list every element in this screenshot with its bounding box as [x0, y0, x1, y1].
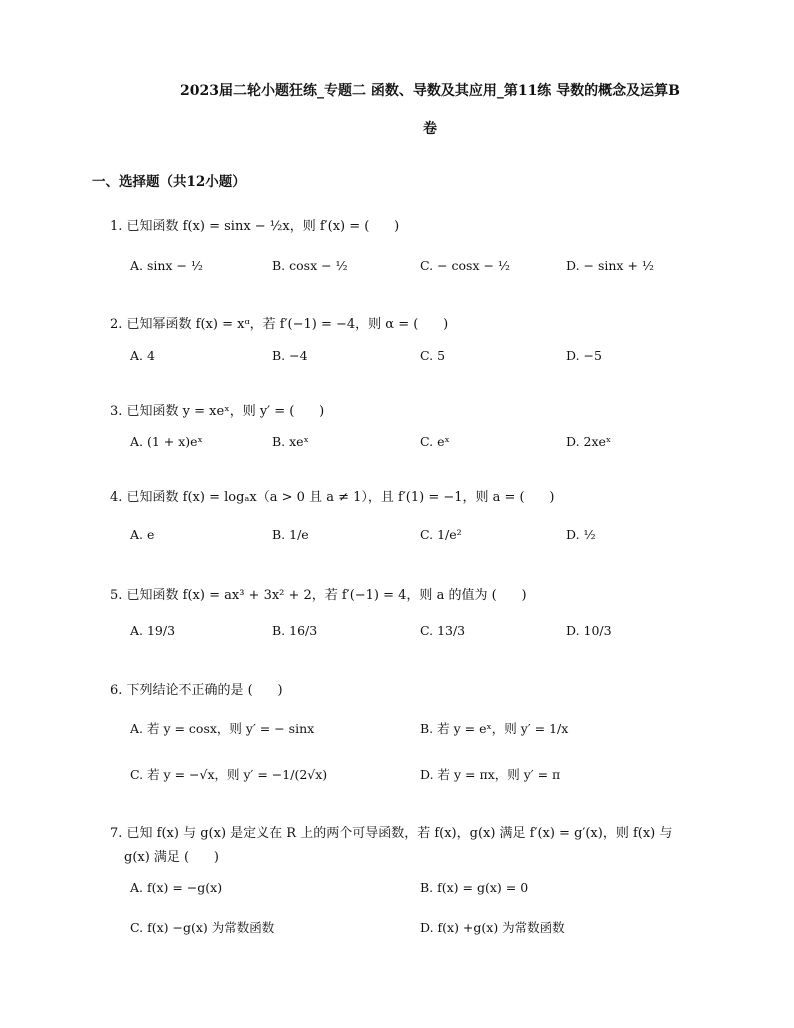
question-7-stem-continued: g(x) 满足 ( ) [124, 850, 219, 865]
title-line-1: 2023届二轮小题狂练_专题二 函数、导数及其应用_第11练 导数的概念及运算B [179, 83, 681, 99]
question-2-option-a: A. 4 [130, 348, 155, 363]
question-7-stem: 7. 已知 f(x) 与 g(x) 是定义在 R 上的两个可导函数，若 f(x)，g(x) 满足 f′(x) = g′(x)，则 f(x) 与 [110, 826, 673, 841]
question-2-option-d: D. −5 [566, 348, 602, 363]
question-3-option-c: C. eˣ [420, 434, 450, 449]
question-7-option-b: B. f(x) = g(x) = 0 [420, 880, 529, 895]
question-3-option-a: A. (1 + x)eˣ [130, 434, 203, 449]
question-1-option-d: D. − sinx + ½ [566, 258, 655, 273]
question-6-option-b: B. 若 y = eˣ，则 y′ = 1/x [420, 721, 569, 736]
question-4-option-b: B. 1/e [272, 527, 309, 542]
question-4-option-a: A. e [130, 527, 155, 542]
question-1-option-c: C. − cosx − ½ [420, 258, 511, 273]
question-3-stem: 3. 已知函数 y = xeˣ，则 y′ = ( ) [110, 404, 325, 419]
question-1-option-a: A. sinx − ½ [130, 258, 204, 273]
question-3-option-d: D. 2xeˣ [566, 434, 612, 449]
question-4-stem: 4. 已知函数 f(x) = logₐx（a > 0 且 a ≠ 1），且 f′(1) = −1，则 a = ( ) [110, 490, 555, 505]
question-2-option-c: C. 5 [420, 348, 446, 363]
question-4-option-d: D. ½ [566, 527, 596, 542]
question-6-option-d: D. 若 y = πx，则 y′ = π [420, 767, 561, 782]
title-line-2: 卷 [423, 121, 437, 137]
question-5-option-a: A. 19/3 [130, 623, 176, 638]
document-title [140, 72, 720, 148]
question-2-stem: 2. 已知幂函数 f(x) = xᵅ，若 f′(−1) = −4，则 α = ( ) [110, 317, 449, 332]
question-6-option-c: C. 若 y = −√x，则 y′ = −1/(2√x) [130, 767, 328, 782]
question-5-stem: 5. 已知函数 f(x) = ax³ + 3x² + 2，若 f′(−1) = 4，则 a 的值为 ( ) [110, 588, 527, 603]
question-5-option-b: B. 16/3 [272, 623, 318, 638]
question-7-option-a: A. f(x) = −g(x) [130, 880, 223, 895]
question-7-option-c: C. f(x) −g(x) 为常数函数 [130, 920, 275, 935]
question-4-option-c: C. 1/e² [420, 527, 462, 542]
question-7-option-d: D. f(x) +g(x) 为常数函数 [420, 920, 565, 935]
question-6-option-a: A. 若 y = cosx，则 y′ = − sinx [130, 721, 315, 736]
question-3-option-b: B. xeˣ [272, 434, 309, 449]
question-6-stem: 6. 下列结论不正确的是 ( ) [110, 683, 283, 698]
question-5-option-c: C. 13/3 [420, 623, 466, 638]
question-1-option-b: B. cosx − ½ [272, 258, 348, 273]
section-heading: 一、选择题（共12小题） [92, 174, 246, 190]
question-5-option-d: D. 10/3 [566, 623, 612, 638]
question-1-stem: 1. 已知函数 f(x) = sinx − ½x，则 f′(x) = ( ) [110, 219, 400, 234]
question-2-option-b: B. −4 [272, 348, 308, 363]
